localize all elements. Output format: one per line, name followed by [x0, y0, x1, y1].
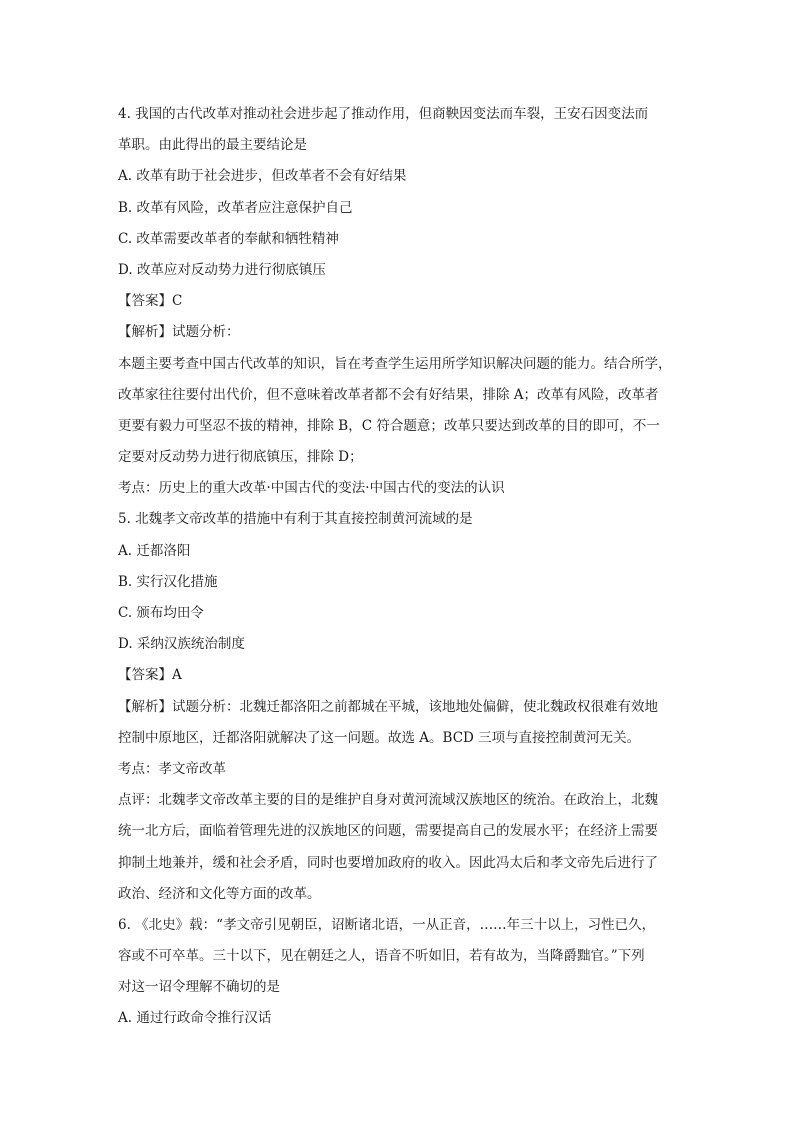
question-5-option-d: D. 采纳汉族统治制度: [118, 636, 245, 653]
question-4-option-b: B. 改革有风险，改革者应注意保护自己: [118, 199, 353, 216]
question-5-option-a: A. 迁都洛阳: [118, 542, 191, 559]
question-5-comment-line-3: 抑制土地兼并，缓和社会矛盾，同时也要增加政府的收入。因此冯太后和孝文帝先后进行了: [118, 854, 658, 871]
question-5-option-b: B. 实行汉化措施: [118, 573, 218, 590]
question-5-stem: 5. 北魏孝文帝改革的措施中有利于其直接控制黄河流域的是: [118, 511, 473, 528]
document-body: [118, 99, 678, 1035]
question-5-comment-line-2: 统一北方后，面临着管理先进的汉族地区的问题，需要提高自己的发展水平；在经济上需要: [118, 823, 658, 840]
question-4-analysis-heading: 【解析】试题分析：: [118, 324, 240, 341]
question-5-comment-line-1: 点评：北魏孝文帝改革主要的目的是维护自身对黄河流域汉族地区的统治。在政治上，北魏: [118, 792, 658, 809]
question-5-key-point: 考点：孝文帝改革: [118, 760, 226, 777]
question-4-analysis-line-2: 改革家往往要付出代价，但不意味着改革者都不会有好结果，排除 A；改革有风险，改革者: [118, 386, 659, 403]
question-5-option-c: C. 颁布均田令: [118, 605, 204, 621]
question-4-analysis-line-4: 定要对反动势力进行彻底镇压，排除 D；: [118, 449, 363, 466]
question-5-comment-line-4: 政治、经济和文化等方面的改革。: [118, 885, 321, 902]
question-4-answer: 【答案】C: [118, 293, 183, 310]
question-4-stem-line-2: 革职。由此得出的最主要结论是: [118, 137, 307, 154]
question-4-analysis-line-1: 本题主要考查中国古代改革的知识，旨在考查学生运用所学知识解决问题的能力。结合所学，: [118, 355, 672, 372]
question-6-option-a: A. 通过行政命令推行汉话: [118, 1010, 272, 1027]
question-4-option-c: C. 改革需要改革者的奉献和牺牲精神: [118, 230, 339, 247]
question-4-option-a: A. 改革有助于社会进步，但改革者不会有好结果: [118, 168, 407, 185]
question-5-answer: 【答案】A: [118, 667, 182, 684]
question-4-stem-line-1: 4. 我国的古代改革对推动社会进步起了推动作用，但商鞅因变法而车裂，王安石因变法而: [118, 106, 649, 122]
question-6-stem-line-2: 容或不可卒革。三十以下，见在朝廷之人，语音不听如旧，若有故为，当降爵黜官。”下列: [118, 948, 645, 965]
question-5-analysis-line-2: 控制中原地区，迁都洛阳就解决了这一问题。故选 A。BCD 三项与直接控制黄河无关。: [118, 729, 641, 746]
question-4-option-d: D. 改革应对反动势力进行彻底镇压: [118, 261, 326, 278]
question-4-key-point: 考点：历史上的重大改革·中国古代的变法·中国古代的变法的认识: [118, 480, 505, 497]
question-6-stem-line-1: 6. 《北史》载：“孝文帝引见朝臣，诏断诸北语，一从正音，……年三十以上，习性已久，: [118, 916, 656, 933]
question-5-analysis-line-1: 【解析】试题分析：北魏迁都洛阳之前都城在平城，该地地处偏僻，使北魏政权很难有效地: [118, 698, 658, 715]
question-6-stem-line-3: 对这一诏令理解不确切的是: [118, 979, 280, 996]
question-4-analysis-line-3: 更要有毅力可坚忍不拔的精神，排除 B，C 符合题意；改革只要达到改革的目的即可，不一: [118, 417, 660, 434]
